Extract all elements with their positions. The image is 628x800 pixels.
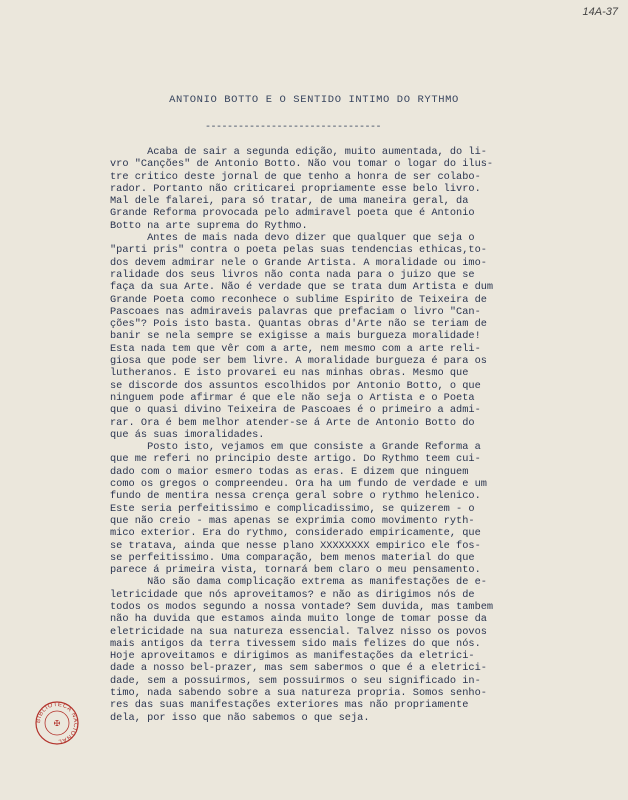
paragraph <box>110 441 610 576</box>
text-line: dos devem admirar nele o Grande Artista. A moralidade ou imo- <box>110 256 487 269</box>
text-line: ralidade dos seus livros não conta nada para o juizo que se <box>110 268 475 281</box>
text-line: giosa que pode ser bem livre. A moralidade burgueza é para os <box>110 355 487 368</box>
text-line: dela, por isso que não sabemos o que seja. <box>110 711 370 724</box>
text-line: lutheranos. E isto provarei eu nas minhas obras. Mesmo que <box>110 367 469 380</box>
text-line: se tratava, ainda que nesse plano XXXXXXXX empirico ele fos- <box>110 539 481 552</box>
text-line: parece á primeira vista, tornará bem claro o meu pensamento. <box>110 564 481 577</box>
text-line: Este seria perfeitissimo e complicadissimo, se quizerem - o <box>110 502 475 515</box>
paragraph <box>110 232 610 441</box>
archive-reference: 14A-37 <box>582 6 618 18</box>
text-line: "parti pris" contra o poeta pelas suas tendencias ethicas,to- <box>110 244 487 257</box>
library-stamp <box>34 700 80 746</box>
text-line: Antes de mais nada devo dizer que qualquer que seja o <box>110 232 475 245</box>
text-line: Não são dama complicação extrema as manifestações de e- <box>110 576 487 589</box>
text-line: vro "Canções" de Antonio Botto. Não vou tomar o logar do ilus- <box>110 158 494 171</box>
text-line: Acaba de sair a segunda edição, muito aumentada, do li- <box>110 146 487 158</box>
text-line: eletricidade na sua natureza essencial. Talvez nisso os povos <box>110 625 487 638</box>
text-line: fundo de mentira nessa crença geral sobre o rythmo helenico. <box>110 490 481 503</box>
text-line: como os gregos o compreendeu. Ora ha um fundo de verdade e um <box>110 478 487 491</box>
text-line: rar. Ora é bem melhor atender-se á Arte de Antonio Botto do <box>110 416 475 429</box>
text-line: Grande Poeta como reconhece o sublime Espirito de Teixeira de <box>110 293 487 306</box>
text-line: mais antigos da terra tivessem sido mais felizes do que nós. <box>110 637 481 650</box>
text-line: Mal dele falarei, para só tratar, de uma maneira geral, da <box>110 195 469 208</box>
title-underline: -------------------------------- <box>205 122 382 133</box>
text-line: tre critico deste jornal de que tenho a honra de ser colabo- <box>110 170 481 183</box>
text-line: se perfeitissimo. Uma comparação, bem menos material do que <box>110 551 475 564</box>
text-line: ções"? Pois isto basta. Quantas obras d'Arte não se teriam de <box>110 318 487 331</box>
text-line: todos os modos segundo a nossa vontade? Sem duvida, mas tambem <box>110 600 494 613</box>
text-line: mico exterior. Era do rythmo, considerado empiricamente, que <box>110 527 481 540</box>
text-line: faça da sua Arte. Não é verdade que se trata dum Artista e dum <box>110 281 494 294</box>
text-line: que ás suas imoralidades. <box>110 428 265 441</box>
text-line: que não creio - mas apenas se exprimia como movimento ryth- <box>110 514 475 527</box>
text-line: não ha duvida que estamos ainda muito longe de tomar posse da <box>110 613 487 626</box>
text-line: se discorde dos assuntos escolhidos por Antonio Botto, o que <box>110 379 481 392</box>
stamp-text: BIBLIOTECA NACIONAL <box>35 701 79 745</box>
text-line: dade, sem a possuirmos, sem possuirmos o seu significado in- <box>110 674 481 687</box>
text-line: Hoje aproveitamos e dirigimos as manifestações da eletrici- <box>110 650 475 663</box>
text-line: res das suas manifestações exteriores mas não propriamente <box>110 699 469 712</box>
text-line: Pascoaes nas admiraveis palavras que prefaciam o livro "Can- <box>110 305 481 318</box>
text-line: Posto isto, vejamos em que consiste a Grande Reforma a <box>110 441 481 454</box>
paragraph <box>110 576 610 724</box>
text-line: Esta nada tem que vêr com a arte, nem mesmo com a arte reli- <box>110 342 481 355</box>
paragraph <box>110 146 610 232</box>
document-title: ANTONIO BOTTO E O SENTIDO INTIMO DO RYTHMO <box>169 94 459 106</box>
document-body <box>110 146 610 724</box>
text-line: Grande Reforma provocada pelo admiravel poeta que é Antonio <box>110 207 475 220</box>
text-line: Botto na arte suprema do Rythmo. <box>110 219 308 232</box>
text-line: ninguem pode afirmar é que ele não seja o Artista e o Poeta <box>110 391 475 404</box>
text-line: que me referi no principio deste artigo. Do Rythmo teem cui- <box>110 453 481 466</box>
text-line: banir se nela sempre se exigisse a mais burgueza moralidade! <box>110 330 481 343</box>
text-line: timo, nada sabendo sobre a sua natureza propria. Somos senho- <box>110 687 487 700</box>
text-line: letricidade que nós aproveitamos? e não as dirigimos nós de <box>110 588 475 601</box>
text-line: rador. Portanto não criticarei propriamente esse belo livro. <box>110 182 481 195</box>
svg-text:✠: ✠ <box>53 719 61 728</box>
text-line: dado com o maior esmero todas as eras. E dizem que ninguem <box>110 465 469 478</box>
text-line: que o quasi divino Teixeira de Pascoaes é o primeiro a admi- <box>110 404 481 417</box>
text-line: dade a nosso bel-prazer, mas sem sabermos o que é a eletrici- <box>110 662 487 675</box>
